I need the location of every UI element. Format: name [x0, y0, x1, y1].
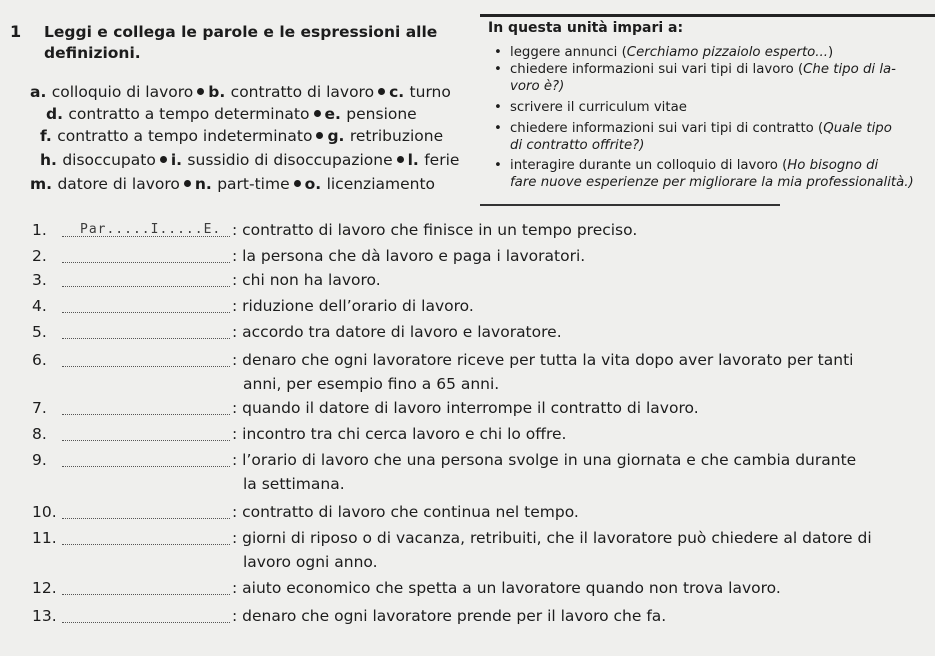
objective-text-part: )	[827, 45, 834, 60]
bullet-icon: •	[494, 121, 502, 136]
word-bank-term: sussidio di disoccupazione	[187, 151, 393, 169]
word-bank-term: contratto a tempo determinato	[68, 105, 310, 123]
objectives-top-rule	[480, 14, 935, 17]
answer-blank[interactable]	[62, 337, 230, 339]
word-bank-letter: h.	[40, 151, 63, 169]
definition-number: 12.	[32, 579, 57, 597]
objective-example: Cerchiamo pizzaiolo esperto...	[626, 45, 828, 60]
definition-text: : incontro tra chi cerca lavoro e chi lo offre.	[232, 425, 567, 443]
answer-blank[interactable]	[62, 261, 230, 263]
bullet-dot-icon	[294, 180, 301, 187]
definition-text-continuation: anni, per esempio fino a 65 anni.	[243, 375, 500, 393]
definition-text: : giorni di riposo o di vacanza, retribuiti, che il lavoratore può chiedere al datore di	[232, 529, 872, 547]
bullet-dot-icon	[314, 110, 321, 117]
word-bank-letter: a.	[30, 83, 52, 101]
word-bank-term: retribuzione	[349, 127, 444, 145]
bullet-icon: •	[494, 158, 502, 173]
answer-blank[interactable]	[62, 311, 230, 313]
objective-text-part: chiedere informazioni sui vari tipi di lavoro (	[510, 62, 804, 77]
definition-text: : accordo tra datore di lavoro e lavoratore.	[232, 323, 562, 341]
answer-blank[interactable]	[62, 365, 230, 367]
word-bank-letter: e.	[324, 105, 347, 123]
objective-example: Ho bisogno di	[787, 158, 879, 173]
answer-blank[interactable]	[62, 593, 230, 595]
definition-text: : denaro che ogni lavoratore riceve per tutta la vita dopo aver lavorato per tanti	[232, 351, 854, 369]
objective-text-part: leggere annunci (	[510, 45, 627, 60]
definition-number: 1.	[32, 221, 47, 239]
objective-text	[510, 45, 920, 61]
word-bank-term: contratto a tempo indeterminato	[57, 127, 313, 145]
definition-number: 11.	[32, 529, 57, 547]
definition-text: : chi non ha lavoro.	[232, 271, 381, 289]
definition-number: 8.	[32, 425, 47, 443]
bullet-dot-icon	[184, 180, 191, 187]
bullet-dot-icon	[378, 88, 385, 95]
word-bank-row	[30, 174, 435, 194]
word-bank-term: part-time	[217, 175, 290, 193]
definition-text: : la persona che dà lavoro e paga i lavoratori.	[232, 247, 586, 265]
objective-text-part: interagire durante un colloquio di lavoro (	[510, 158, 788, 173]
word-bank-letter: d.	[46, 105, 69, 123]
word-bank-row	[46, 104, 417, 124]
word-bank-letter: l.	[407, 151, 425, 169]
word-bank-letter: g.	[327, 127, 350, 145]
word-bank-letter: f.	[40, 127, 58, 145]
word-bank-term: colloquio di lavoro	[51, 83, 194, 101]
word-bank-row	[40, 150, 459, 170]
word-bank-term: disoccupato	[62, 151, 156, 169]
word-bank-term: contratto di lavoro	[230, 83, 375, 101]
definition-text: : l’orario di lavoro che una persona svolge in una giornata e che cambia durante	[232, 451, 857, 469]
objective-text-part: scrivere il curriculum vitae	[510, 100, 687, 115]
objective-example-continuation: voro è?)	[510, 79, 565, 94]
definition-number: 3.	[32, 271, 47, 289]
objective-text-part: chiedere informazioni sui vari tipi di contratto (	[510, 121, 824, 136]
word-bank-term: ferie	[424, 151, 460, 169]
definition-number: 7.	[32, 399, 47, 417]
definition-number: 4.	[32, 297, 47, 315]
word-bank-letter: c.	[389, 83, 410, 101]
objectives-heading: In questa unità impari a:	[488, 20, 684, 36]
word-bank-letter: o.	[304, 175, 327, 193]
definition-text-continuation: lavoro ogni anno.	[243, 553, 378, 571]
definition-number: 10.	[32, 503, 57, 521]
word-bank-row	[40, 126, 443, 146]
objective-text	[510, 121, 920, 137]
definition-text: : denaro che ogni lavoratore prende per il lavoro che fa.	[232, 607, 667, 625]
word-bank-row	[30, 82, 451, 102]
definition-text: : riduzione dell’orario di lavoro.	[232, 297, 474, 315]
objective-text	[510, 158, 920, 174]
definition-number: 13.	[32, 607, 57, 625]
word-bank-term: licenziamento	[326, 175, 436, 193]
objective-text	[510, 62, 920, 78]
answer-blank[interactable]	[62, 517, 230, 519]
definition-number: 5.	[32, 323, 47, 341]
bullet-icon: •	[494, 62, 502, 77]
objective-example-continuation: fare nuove esperienze per migliorare la mia professionalità.)	[510, 175, 914, 190]
definition-text: : contratto di lavoro che finisce in un tempo preciso.	[232, 221, 638, 239]
exercise-instructions: Leggi e collega le parole e le espressioni alle definizioni.	[44, 23, 438, 62]
bullet-dot-icon	[160, 156, 167, 163]
definition-text-continuation: la settimana.	[243, 475, 345, 493]
word-bank-letter: m.	[30, 175, 58, 193]
definition-number: 2.	[32, 247, 47, 265]
bullet-icon: •	[494, 45, 502, 60]
answer-blank[interactable]	[62, 285, 230, 287]
word-bank-term: pensione	[346, 105, 417, 123]
bullet-icon: •	[494, 100, 502, 115]
definition-text: : contratto di lavoro che continua nel tempo.	[232, 503, 579, 521]
answer-blank[interactable]	[62, 439, 230, 441]
definition-number: 6.	[32, 351, 47, 369]
definition-number: 9.	[32, 451, 47, 469]
objective-example: Quale tipo	[823, 121, 892, 136]
answer-blank[interactable]	[62, 465, 230, 467]
answer-blank[interactable]	[62, 413, 230, 415]
word-bank-letter: n.	[194, 175, 218, 193]
word-bank-term: datore di lavoro	[57, 175, 180, 193]
definition-text: : quando il datore di lavoro interrompe il contratto di lavoro.	[232, 399, 699, 417]
objectives-bottom-rule	[480, 204, 780, 206]
objective-example-continuation: di contratto offrite?)	[510, 138, 645, 153]
objective-text	[510, 100, 920, 116]
answer-blank[interactable]	[62, 543, 230, 545]
bullet-dot-icon	[397, 156, 404, 163]
word-bank-letter: b.	[208, 83, 231, 101]
definition-text: : aiuto economico che spetta a un lavoratore quando non trova lavoro.	[232, 579, 781, 597]
exercise-number: 1	[10, 22, 22, 41]
objective-example: Che tipo di la-	[803, 62, 896, 77]
bullet-dot-icon	[316, 132, 323, 139]
answer-blank[interactable]	[62, 621, 230, 623]
word-bank-letter: i.	[170, 151, 188, 169]
bullet-dot-icon	[197, 88, 204, 95]
word-bank-term: turno	[409, 83, 451, 101]
handwritten-answer: Par.....I.....E.	[80, 222, 222, 237]
